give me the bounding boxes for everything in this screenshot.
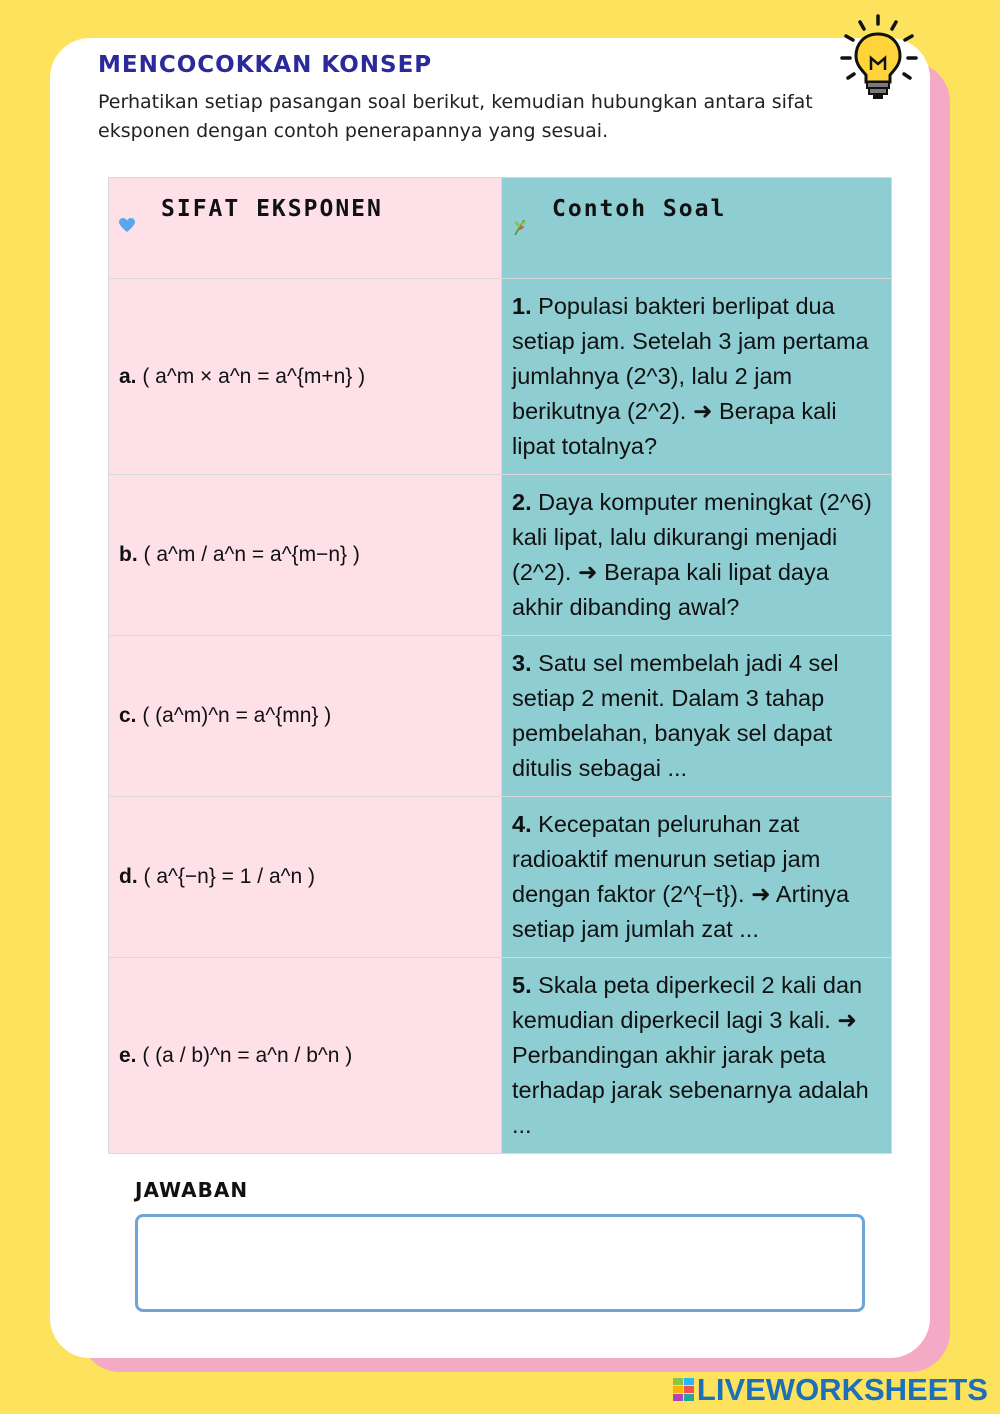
- example-text: Satu sel membelah jadi 4 sel setiap 2 menit. Dalam 3 tahap pembelahan, banyak sel dapat ditulis sebagai ...: [512, 650, 839, 781]
- property-cell[interactable]: [109, 279, 502, 475]
- property-label: a.: [119, 364, 137, 388]
- page-title: MENCOCOKKAN KONSEP: [98, 52, 433, 78]
- table-row: [109, 475, 892, 636]
- header-cell-properties: [109, 178, 502, 279]
- table-row: [109, 636, 892, 797]
- column-header-properties: SIFAT EKSPONEN: [161, 196, 383, 222]
- property-formula: ( a^{−n} = 1 / a^n ): [143, 865, 316, 888]
- heart-icon: [119, 218, 135, 237]
- example-cell[interactable]: [502, 279, 892, 475]
- example-cell[interactable]: [502, 475, 892, 636]
- lightbulb-icon: [838, 12, 922, 104]
- property-label: e.: [119, 1043, 137, 1067]
- example-cell[interactable]: [502, 797, 892, 958]
- example-text: Skala peta diperkecil 2 kali dan kemudian diperkecil lagi 3 kali. ➜ Perbandingan akhir jarak peta terhadap jarak sebenarnya adalah ...: [512, 972, 869, 1138]
- example-number: 2.: [512, 489, 532, 515]
- property-cell[interactable]: [109, 475, 502, 636]
- property-cell[interactable]: [109, 797, 502, 958]
- example-number: 3.: [512, 650, 532, 676]
- answer-label: JAWABAN: [135, 1178, 249, 1202]
- example-number: 1.: [512, 293, 532, 319]
- example-text: Daya komputer meningkat (2^6) kali lipat, lalu dikurangi menjadi (2^2). ➜ Berapa kali lipat daya akhir dibanding awal?: [512, 489, 872, 620]
- example-cell[interactable]: [502, 958, 892, 1154]
- example-text: Kecepatan peluruhan zat radioaktif menurun setiap jam dengan faktor (2^{−t}). ➜ Artinya setiap jam jumlah zat ...: [512, 811, 850, 942]
- brand-footer[interactable]: [673, 1372, 988, 1408]
- example-text: Populasi bakteri berlipat dua setiap jam. Setelah 3 jam pertama jumlahnya (2^3), lalu 2 jam berikutnya (2^2). ➜ Berapa kali lipat totalnya?: [512, 293, 869, 459]
- header-cell-examples: [502, 178, 892, 279]
- property-formula: ( (a^m)^n = a^{mn} ): [142, 704, 332, 727]
- table-row: [109, 279, 892, 475]
- brand-name: LIVEWORKSHEETS: [696, 1372, 988, 1407]
- property-cell[interactable]: [109, 958, 502, 1154]
- example-cell[interactable]: [502, 636, 892, 797]
- property-label: d.: [119, 865, 138, 888]
- sprout-icon: [512, 218, 528, 240]
- table-row: [109, 797, 892, 958]
- property-label: c.: [119, 704, 137, 727]
- liveworksheets-logo-icon: [673, 1376, 695, 1404]
- property-label: b.: [119, 543, 138, 566]
- example-number: 5.: [512, 972, 532, 998]
- property-formula: ( (a / b)^n = a^n / b^n ): [142, 1043, 353, 1067]
- example-number: 4.: [512, 811, 532, 837]
- matching-table: [108, 177, 892, 1154]
- instruction-text: Perhatikan setiap pasangan soal berikut, kemudian hubungkan antara sifat eksponen dengan contoh penerapannya yang sesuai.: [98, 91, 813, 142]
- column-header-examples: Contoh Soal: [552, 196, 727, 222]
- property-cell[interactable]: [109, 636, 502, 797]
- answer-input[interactable]: [135, 1214, 865, 1312]
- property-formula: ( a^m / a^n = a^{m−n} ): [143, 543, 360, 566]
- table-row: [109, 958, 892, 1154]
- property-formula: ( a^m × a^n = a^{m+n} ): [142, 364, 366, 388]
